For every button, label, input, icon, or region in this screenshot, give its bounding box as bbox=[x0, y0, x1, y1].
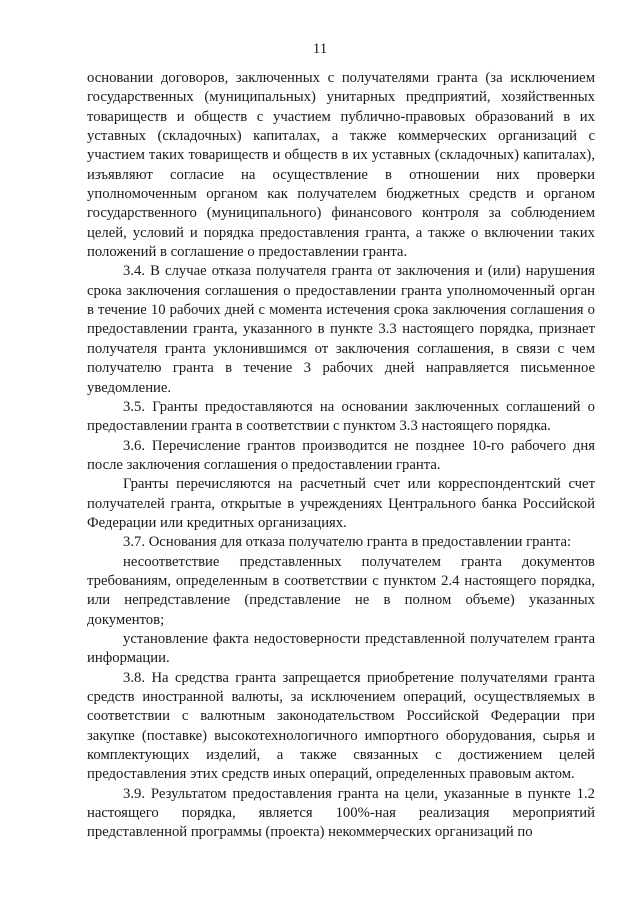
paragraph-3-8: 3.8. На средства гранта запрещается приобретение получателями гранта средств иностранной валюты, за исключением операций, осуществляемых в соответствии с валютным законодательством Российской Федерации при закупке (поставке) высокотехнологичного импортного оборудования, сырья и комплектующих изделий, а также связанных с достижением целей предоставления этих средств иных операций, определенных правовым актом. bbox=[87, 669, 595, 783]
paragraph-continuation: основании договоров, заключенных с получателями гранта (за исключением государственных (муниципальных) унитарных предприятий, хозяйственных товариществ и обществ с участием публично-правовых образований в их уставных (складочных) капиталах, а также коммерческих организаций с участием таких товариществ и обществ в их уставных (складочных) капиталах), изъявляют согласие на осуществление в отношении них проверки уполномоченным органом как получателем бюджетных средств и органом государственного (муниципального) финансового контроля за соблюдением целей, условий и порядка предоставления гранта, а также о включении таких положений в соглашение о предоставлении гранта. bbox=[87, 70, 595, 261]
paragraph-3-7: 3.7. Основания для отказа получателю гранта в предоставлении гранта: bbox=[123, 534, 572, 551]
paragraph-3-9: 3.9. Результатом предоставления гранта на цели, указанные в пункте 1.2 настоящего порядка, является 100%-ная реализация мероприятий представленной программы (проекта) некоммерческих организаций по bbox=[87, 785, 595, 841]
paragraph-3-6: 3.6. Перечисление грантов производится не позднее 10-го рабочего дня после заключения соглашения о предоставлении гранта. bbox=[87, 437, 595, 473]
page-number: 11 bbox=[312, 41, 328, 57]
paragraph-3-6-transfer: Гранты перечисляются на расчетный счет или корреспондентский счет получателей гранта, открытые в учреждениях Центрального банка Российской Федерации или кредитных организациях. bbox=[87, 476, 595, 531]
paragraph-3-7-reason-2: установление факта недостоверности представленной получателем гранта информации. bbox=[87, 630, 595, 667]
paragraph-3-4: 3.4. В случае отказа получателя гранта от заключения и (или) нарушения срока заключения соглашения о предоставлении гранта уполномоченный орган в течение 10 рабочих дней с момента истечения срока заключения соглашения о предоставлении гранта, указанного в пункте 3.3 настоящего порядка, признает получателя гранта уклонившимся от заключения соглашения, в связи с чем получателю гранта в течение 3 рабочих дней направляется письменное уведомление. bbox=[87, 263, 595, 396]
paragraph-3-5: 3.5. Гранты предоставляются на основании заключенных соглашений о предоставлении гранта в соответствии с пунктом 3.3 настоящего порядка. bbox=[87, 398, 595, 435]
paragraph-3-7-reason-1: несоответствие представленных получателем гранта документов требованиям, определенным в соответствии с пунктом 2.4 настоящего порядка, или непредставление (представление не в полном объеме) указанных документов; bbox=[87, 553, 595, 628]
document-body bbox=[87, 69, 595, 843]
